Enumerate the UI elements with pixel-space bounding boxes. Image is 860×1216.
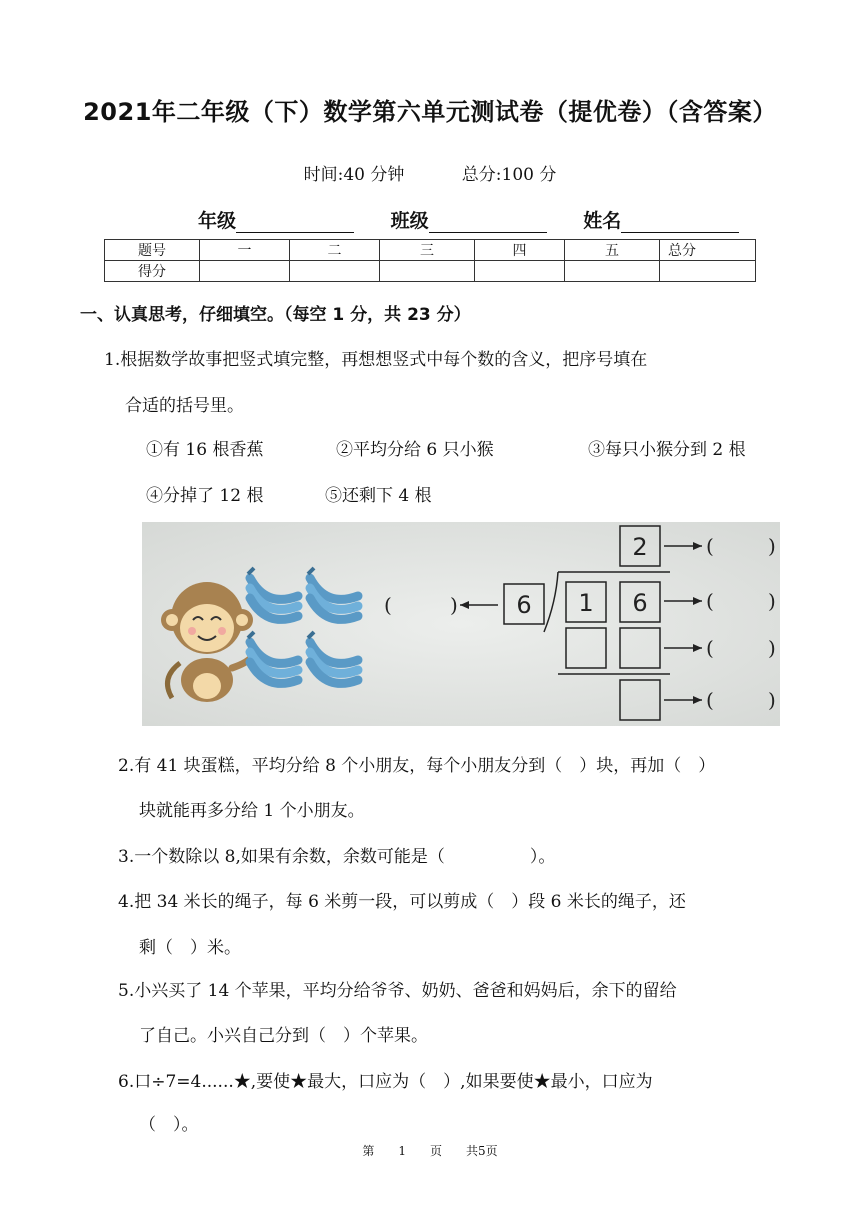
q5-line1: 5.小兴买了 14 个苹果，平均分给爷爷、奶奶、爸爸和妈妈后，余下的留给 [118,981,677,1001]
q5-line2: 了自己。小兴自己分到（ ）个苹果。 [139,1026,428,1046]
score-header-cell: 五 [565,240,660,261]
score-header-cell: 一 [200,240,290,261]
q1-option-3: ③每只小猴分到 2 根 [588,440,746,460]
quotient-digit: 2 [632,533,648,561]
division-figure-svg [142,522,780,726]
page-title: 2021年二年级（下）数学第六单元测试卷（提优卷）（含答案） [83,98,777,126]
section-1-heading: 一、认真思考，仔细填空。（每空 1 分，共 23 分） [80,305,471,325]
footer-page-number: 1 [398,1144,406,1158]
q1-option-5: ⑤还剩下 4 根 [325,486,432,506]
class-field [391,206,547,233]
score-cell[interactable] [475,261,565,282]
q6-line1: 6.口÷7=4......★,要使★最大，口应为（ ）,如果要使★最小，口应为 [118,1072,653,1092]
footer-page-label: 第 [362,1144,375,1158]
product-answer-paren-open: ( [706,636,714,660]
grade-label: 年级 [198,210,237,232]
q1-option-4: ④分掉了 12 根 [146,486,264,506]
name-blank[interactable] [621,212,739,233]
student-info-fields [198,206,769,233]
divisor-paren-close: ) [450,593,458,617]
score-table-score-row [105,261,756,282]
dividend-answer-paren-close: ) [768,589,776,613]
score-row-label: 得分 [105,261,200,282]
divisor-paren-open: ( [384,593,392,617]
score-table-header-row [105,240,756,261]
q2-line2: 块就能再多分给 1 个小朋友。 [139,801,365,821]
division-figure [142,522,780,726]
score-header-cell: 二 [290,240,380,261]
dividend-ones-digit: 6 [632,589,648,617]
q4-line1: 4.把 34 米长的绳子，每 6 米剪一段，可以剪成（ ）段 6 米长的绳子，还 [118,892,686,912]
q2-line1: 2.有 41 块蛋糕，平均分给 8 个小朋友，每个小朋友分到（ ）块，再加（ ） [118,756,716,776]
q4-line2: 剩（ ）米。 [139,938,241,958]
remainder-answer-paren-open: ( [706,688,714,712]
q1-line2: 合适的括号里。 [125,396,244,416]
dividend-answer-paren-open: ( [706,589,714,613]
score-table [104,239,756,282]
score-cell[interactable] [565,261,660,282]
class-label: 班级 [390,210,429,232]
score-cell[interactable] [200,261,290,282]
q6-line2: （ ）。 [139,1115,199,1135]
score-header-cell: 题号 [105,240,200,261]
score-header-cell: 三 [380,240,475,261]
q1-option-1: ①有 16 根香蕉 [146,440,264,460]
score-header-cell: 四 [475,240,565,261]
footer-total-pages: 共5页 [466,1144,498,1158]
name-label: 姓名 [583,210,622,232]
quotient-answer-paren-open: ( [706,534,714,558]
exam-meta [0,160,860,185]
score-cell[interactable] [290,261,380,282]
name-field [583,206,739,233]
grade-field [198,206,354,233]
q1-option-2: ②平均分给 6 只小猴 [336,440,494,460]
grade-blank[interactable] [236,212,354,233]
remainder-answer-paren-close: ) [768,688,776,712]
footer-page-unit: 页 [430,1144,443,1158]
score-cell[interactable] [660,261,756,282]
divisor-digit: 6 [516,591,532,619]
total-score: 总分:100 分 [461,165,557,185]
q1-line1: 1.根据数学故事把竖式填完整，再想想竖式中每个数的含义，把序号填在 [104,350,648,370]
q3-line1: 3.一个数除以 8,如果有余数，余数可能是（ ）。 [118,847,556,867]
quotient-answer-paren-close: ) [768,534,776,558]
time-limit: 时间:40 分钟 [303,165,405,185]
product-answer-paren-close: ) [768,636,776,660]
score-cell[interactable] [380,261,475,282]
class-blank[interactable] [429,212,547,233]
dividend-tens-digit: 1 [578,589,594,617]
score-header-cell: 总分 [660,240,756,261]
page-footer [0,1142,860,1159]
